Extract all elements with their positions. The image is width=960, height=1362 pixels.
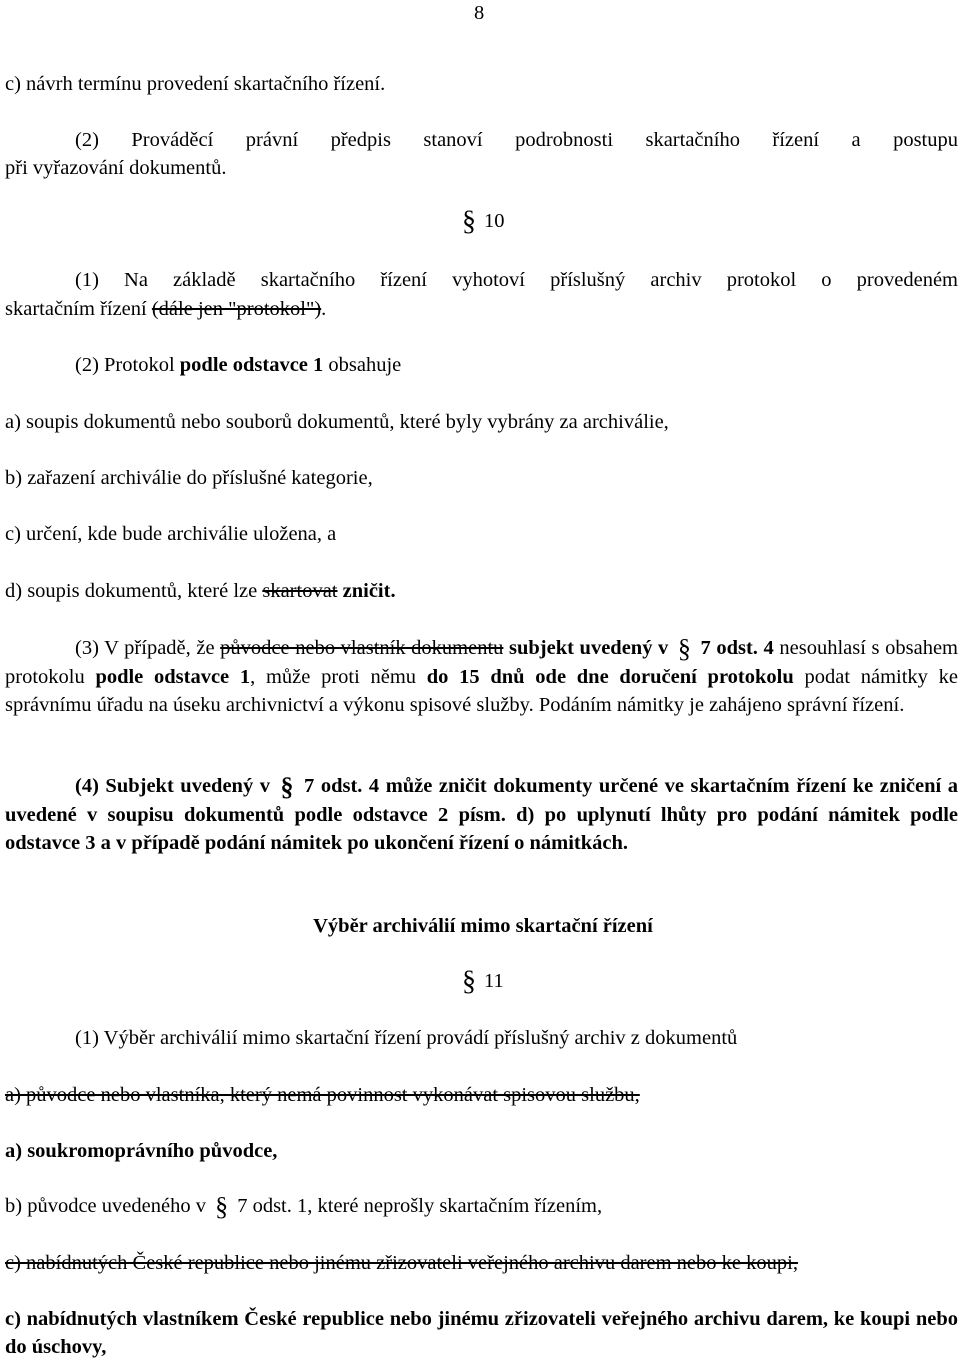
s10-p2-item-c: c) určení, kde bude archiválie uložena, a xyxy=(5,523,337,545)
section-number: 11 xyxy=(484,970,504,992)
s11-item-a-new: a) soukromoprávního původce, xyxy=(5,1140,278,1162)
paragraph-2-line-1: (2) Prováděcí právní předpis stanoví podrobnosti skartačního řízení a postupu xyxy=(75,129,958,151)
section-symbol: § xyxy=(215,1192,229,1221)
section-10-heading xyxy=(458,206,505,238)
section-11-heading xyxy=(458,966,504,998)
s11-item-c-deleted: c) nabídnutých České republice nebo jinému zřizovateli veřejného archivu darem nebo ke koupi, xyxy=(5,1252,798,1274)
s10-p2-item-b: b) zařazení archiválie do příslušné kategorie, xyxy=(5,467,373,489)
s10-paragraph-3: (3) V případě, že původce nebo vlastník dokumentu subjekt uvedený v § 7 odst. 4 nesouhlasí s obsahem protokolu podle odstavce 1, může proti němu do 15 dnů ode dne doručení protokolu podat námitky ke správnímu úřadu na úseku archivnictví a výkonu spisové služby. Podáním námitky je zahájeno správní řízení. xyxy=(5,634,958,716)
section-symbol: § xyxy=(462,206,476,237)
struck-text: (dále jen "protokol") xyxy=(151,298,322,320)
paragraph-2-line-2: při vyřazování dokumentů. xyxy=(5,157,227,179)
s11-item-a-deleted: a) původce nebo vlastníka, který nemá povinnost vykonávat spisovou službu, xyxy=(5,1084,640,1106)
s10-p1-line-1: (1) Na základě skartačního řízení vyhotoví příslušný archiv protokol o provedeném xyxy=(75,269,958,291)
struck-text: původce nebo vlastník dokumentu xyxy=(220,637,504,659)
s11-item-b: b) původce uvedeného v § 7 odst. 1, které neprošly skartačním řízením, xyxy=(5,1192,603,1221)
s10-p2-item-d: d) soupis dokumentů, které lze skartovat zničit. xyxy=(5,580,396,602)
s10-paragraph-4: (4) Subjekt uvedený v § 7 odst. 4 může zničit dokumenty určené ve skartačním řízení ke zničení a uvedené v soupisu dokumentů podle odstavce 2 písm. d) po uplynutí lhůty pro podání námitek podle odstavce 3 a v případě podání námitek po ukončení řízení o námitkách. xyxy=(5,772,958,854)
s11-item-c-new: c) nabídnutých vlastníkem České republice nebo jinému zřizovateli veřejného archivu darem, ke koupi nebo do úschovy, xyxy=(5,1308,958,1358)
bold-text: zničit. xyxy=(342,580,396,602)
s11-paragraph-1: (1) Výběr archiválií mimo skartační řízení provádí příslušný archiv z dokumentů xyxy=(75,1027,738,1049)
section-symbol: § xyxy=(280,772,294,801)
s10-p2-intro: (2) Protokol podle odstavce 1 obsahuje xyxy=(75,354,402,376)
section-number: 10 xyxy=(484,210,505,232)
bold-text: podle odstavce 1 xyxy=(179,354,324,376)
section-symbol: § xyxy=(677,634,691,663)
paragraph-c-navrh: c) návrh termínu provedení skartačního řízení. xyxy=(5,73,386,95)
chapter-heading: Výběr archiválií mimo skartační řízení xyxy=(313,915,653,937)
page-number: 8 xyxy=(474,2,485,24)
s10-p2-item-a: a) soupis dokumentů nebo souborů dokumentů, které byly vybrány za archiválie, xyxy=(5,411,669,433)
struck-text: skartovat xyxy=(262,580,338,602)
section-symbol: § xyxy=(462,966,476,997)
s10-p1-line-2: skartačním řízení (dále jen "protokol"). xyxy=(5,298,327,320)
